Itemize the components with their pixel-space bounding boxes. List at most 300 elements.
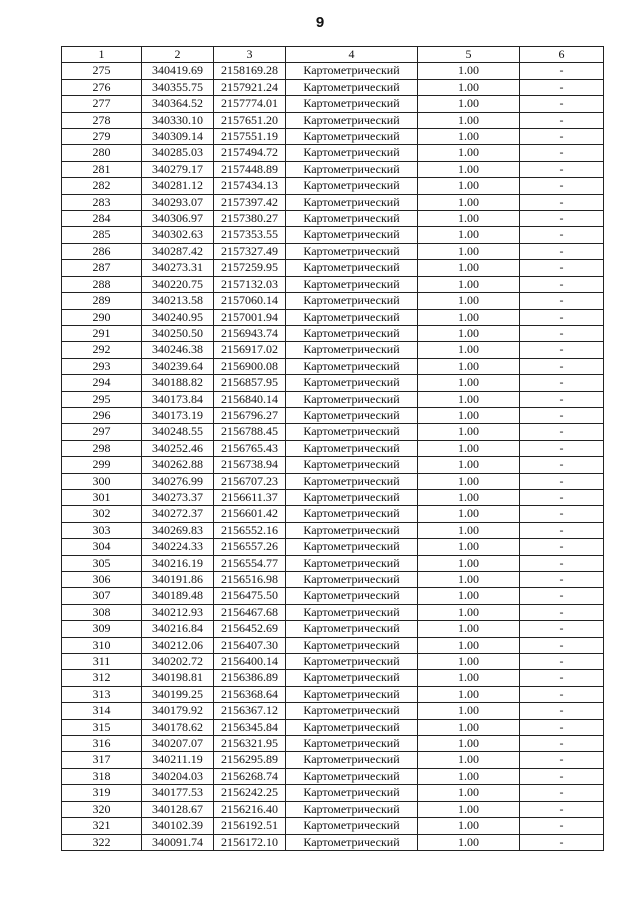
note-cell: - xyxy=(520,736,604,752)
point-number-cell: 297 xyxy=(62,424,142,440)
accuracy-cell: 1.00 xyxy=(418,145,520,161)
point-number-cell: 306 xyxy=(62,572,142,588)
table-row xyxy=(62,161,604,177)
note-cell: - xyxy=(520,768,604,784)
accuracy-cell: 1.00 xyxy=(418,342,520,358)
method-cell: Картометрический xyxy=(286,63,418,79)
note-cell: - xyxy=(520,785,604,801)
method-cell: Картометрический xyxy=(286,145,418,161)
x-coordinate-cell: 340306.97 xyxy=(142,211,214,227)
x-coordinate-cell: 340248.55 xyxy=(142,424,214,440)
x-coordinate-cell: 340272.37 xyxy=(142,506,214,522)
y-coordinate-cell: 2156452.69 xyxy=(214,621,286,637)
method-cell: Картометрический xyxy=(286,375,418,391)
note-cell: - xyxy=(520,834,604,850)
table-row xyxy=(62,621,604,637)
point-number-cell: 298 xyxy=(62,440,142,456)
page-number: 9 xyxy=(315,14,325,31)
table-row xyxy=(62,79,604,95)
accuracy-cell: 1.00 xyxy=(418,686,520,702)
table-row xyxy=(62,178,604,194)
note-cell: - xyxy=(520,112,604,128)
x-coordinate-cell: 340279.17 xyxy=(142,161,214,177)
method-cell: Картометрический xyxy=(286,325,418,341)
y-coordinate-cell: 2156475.50 xyxy=(214,588,286,604)
x-coordinate-cell: 340302.63 xyxy=(142,227,214,243)
column-header-1: 1 xyxy=(62,47,142,63)
x-coordinate-cell: 340269.83 xyxy=(142,522,214,538)
table-row xyxy=(62,63,604,79)
point-number-cell: 312 xyxy=(62,670,142,686)
table-row xyxy=(62,637,604,653)
table-body xyxy=(62,63,604,851)
accuracy-cell: 1.00 xyxy=(418,555,520,571)
point-number-cell: 304 xyxy=(62,539,142,555)
y-coordinate-cell: 2156917.02 xyxy=(214,342,286,358)
y-coordinate-cell: 2157060.14 xyxy=(214,293,286,309)
y-coordinate-cell: 2156796.27 xyxy=(214,407,286,423)
accuracy-cell: 1.00 xyxy=(418,161,520,177)
accuracy-cell: 1.00 xyxy=(418,211,520,227)
y-coordinate-cell: 2157434.13 xyxy=(214,178,286,194)
point-number-cell: 294 xyxy=(62,375,142,391)
accuracy-cell: 1.00 xyxy=(418,752,520,768)
accuracy-cell: 1.00 xyxy=(418,654,520,670)
method-cell: Картометрический xyxy=(286,604,418,620)
y-coordinate-cell: 2156295.89 xyxy=(214,752,286,768)
point-number-cell: 314 xyxy=(62,703,142,719)
table-row xyxy=(62,588,604,604)
y-coordinate-cell: 2157397.42 xyxy=(214,194,286,210)
point-number-cell: 279 xyxy=(62,129,142,145)
table-row xyxy=(62,112,604,128)
point-number-cell: 289 xyxy=(62,293,142,309)
y-coordinate-cell: 2156557.26 xyxy=(214,539,286,555)
x-coordinate-cell: 340177.53 xyxy=(142,785,214,801)
x-coordinate-cell: 340252.46 xyxy=(142,440,214,456)
accuracy-cell: 1.00 xyxy=(418,309,520,325)
table-row xyxy=(62,129,604,145)
point-number-cell: 321 xyxy=(62,818,142,834)
x-coordinate-cell: 340213.58 xyxy=(142,293,214,309)
table-row xyxy=(62,457,604,473)
table-row xyxy=(62,440,604,456)
y-coordinate-cell: 2156601.42 xyxy=(214,506,286,522)
table-row xyxy=(62,654,604,670)
point-number-cell: 305 xyxy=(62,555,142,571)
note-cell: - xyxy=(520,818,604,834)
x-coordinate-cell: 340128.67 xyxy=(142,801,214,817)
note-cell: - xyxy=(520,325,604,341)
method-cell: Картометрический xyxy=(286,489,418,505)
x-coordinate-cell: 340285.03 xyxy=(142,145,214,161)
point-number-cell: 302 xyxy=(62,506,142,522)
note-cell: - xyxy=(520,654,604,670)
point-number-cell: 318 xyxy=(62,768,142,784)
accuracy-cell: 1.00 xyxy=(418,391,520,407)
x-coordinate-cell: 340179.92 xyxy=(142,703,214,719)
point-number-cell: 311 xyxy=(62,654,142,670)
y-coordinate-cell: 2156900.08 xyxy=(214,358,286,374)
note-cell: - xyxy=(520,375,604,391)
y-coordinate-cell: 2157921.24 xyxy=(214,79,286,95)
x-coordinate-cell: 340189.48 xyxy=(142,588,214,604)
x-coordinate-cell: 340173.19 xyxy=(142,407,214,423)
method-cell: Картометрический xyxy=(286,621,418,637)
y-coordinate-cell: 2156707.23 xyxy=(214,473,286,489)
accuracy-cell: 1.00 xyxy=(418,768,520,784)
accuracy-cell: 1.00 xyxy=(418,358,520,374)
method-cell: Картометрический xyxy=(286,752,418,768)
method-cell: Картометрический xyxy=(286,79,418,95)
column-header-5: 5 xyxy=(418,47,520,63)
method-cell: Картометрический xyxy=(286,539,418,555)
x-coordinate-cell: 340246.38 xyxy=(142,342,214,358)
table-row xyxy=(62,145,604,161)
table-row xyxy=(62,243,604,259)
point-number-cell: 293 xyxy=(62,358,142,374)
accuracy-cell: 1.00 xyxy=(418,539,520,555)
method-cell: Картометрический xyxy=(286,686,418,702)
accuracy-cell: 1.00 xyxy=(418,604,520,620)
y-coordinate-cell: 2157132.03 xyxy=(214,276,286,292)
note-cell: - xyxy=(520,260,604,276)
table-row xyxy=(62,686,604,702)
x-coordinate-cell: 340188.82 xyxy=(142,375,214,391)
y-coordinate-cell: 2156788.45 xyxy=(214,424,286,440)
point-number-cell: 281 xyxy=(62,161,142,177)
note-cell: - xyxy=(520,588,604,604)
x-coordinate-cell: 340281.12 xyxy=(142,178,214,194)
note-cell: - xyxy=(520,801,604,817)
x-coordinate-cell: 340355.75 xyxy=(142,79,214,95)
x-coordinate-cell: 340199.25 xyxy=(142,686,214,702)
note-cell: - xyxy=(520,129,604,145)
method-cell: Картометрический xyxy=(286,407,418,423)
note-cell: - xyxy=(520,358,604,374)
point-number-cell: 303 xyxy=(62,522,142,538)
note-cell: - xyxy=(520,211,604,227)
column-header-4: 4 xyxy=(286,47,418,63)
point-number-cell: 313 xyxy=(62,686,142,702)
accuracy-cell: 1.00 xyxy=(418,79,520,95)
x-coordinate-cell: 340216.19 xyxy=(142,555,214,571)
method-cell: Картометрический xyxy=(286,522,418,538)
accuracy-cell: 1.00 xyxy=(418,227,520,243)
table-row xyxy=(62,194,604,210)
note-cell: - xyxy=(520,424,604,440)
x-coordinate-cell: 340276.99 xyxy=(142,473,214,489)
note-cell: - xyxy=(520,604,604,620)
method-cell: Картометрический xyxy=(286,670,418,686)
y-coordinate-cell: 2156268.74 xyxy=(214,768,286,784)
table-row xyxy=(62,785,604,801)
table-row xyxy=(62,670,604,686)
method-cell: Картометрический xyxy=(286,637,418,653)
method-cell: Картометрический xyxy=(286,785,418,801)
x-coordinate-cell: 340287.42 xyxy=(142,243,214,259)
method-cell: Картометрический xyxy=(286,440,418,456)
method-cell: Картометрический xyxy=(286,391,418,407)
x-coordinate-cell: 340173.84 xyxy=(142,391,214,407)
y-coordinate-cell: 2156321.95 xyxy=(214,736,286,752)
accuracy-cell: 1.00 xyxy=(418,194,520,210)
table-row xyxy=(62,768,604,784)
y-coordinate-cell: 2156172.10 xyxy=(214,834,286,850)
y-coordinate-cell: 2156552.16 xyxy=(214,522,286,538)
accuracy-cell: 1.00 xyxy=(418,703,520,719)
method-cell: Картометрический xyxy=(286,801,418,817)
x-coordinate-cell: 340419.69 xyxy=(142,63,214,79)
accuracy-cell: 1.00 xyxy=(418,375,520,391)
accuracy-cell: 1.00 xyxy=(418,440,520,456)
y-coordinate-cell: 2158169.28 xyxy=(214,63,286,79)
method-cell: Картометрический xyxy=(286,818,418,834)
table-row xyxy=(62,407,604,423)
note-cell: - xyxy=(520,473,604,489)
accuracy-cell: 1.00 xyxy=(418,785,520,801)
table-row xyxy=(62,96,604,112)
point-number-cell: 284 xyxy=(62,211,142,227)
note-cell: - xyxy=(520,506,604,522)
accuracy-cell: 1.00 xyxy=(418,736,520,752)
accuracy-cell: 1.00 xyxy=(418,293,520,309)
point-number-cell: 319 xyxy=(62,785,142,801)
method-cell: Картометрический xyxy=(286,654,418,670)
note-cell: - xyxy=(520,145,604,161)
accuracy-cell: 1.00 xyxy=(418,178,520,194)
accuracy-cell: 1.00 xyxy=(418,96,520,112)
y-coordinate-cell: 2156407.30 xyxy=(214,637,286,653)
table-row xyxy=(62,506,604,522)
accuracy-cell: 1.00 xyxy=(418,719,520,735)
note-cell: - xyxy=(520,489,604,505)
point-number-cell: 295 xyxy=(62,391,142,407)
x-coordinate-cell: 340202.72 xyxy=(142,654,214,670)
table-row xyxy=(62,325,604,341)
method-cell: Картометрический xyxy=(286,96,418,112)
accuracy-cell: 1.00 xyxy=(418,63,520,79)
point-number-cell: 315 xyxy=(62,719,142,735)
x-coordinate-cell: 340220.75 xyxy=(142,276,214,292)
accuracy-cell: 1.00 xyxy=(418,489,520,505)
note-cell: - xyxy=(520,194,604,210)
table-row xyxy=(62,539,604,555)
y-coordinate-cell: 2157001.94 xyxy=(214,309,286,325)
method-cell: Картометрический xyxy=(286,211,418,227)
accuracy-cell: 1.00 xyxy=(418,325,520,341)
method-cell: Картометрический xyxy=(286,260,418,276)
method-cell: Картометрический xyxy=(286,473,418,489)
accuracy-cell: 1.00 xyxy=(418,801,520,817)
note-cell: - xyxy=(520,670,604,686)
accuracy-cell: 1.00 xyxy=(418,834,520,850)
table-row xyxy=(62,801,604,817)
point-number-cell: 277 xyxy=(62,96,142,112)
accuracy-cell: 1.00 xyxy=(418,572,520,588)
method-cell: Картометрический xyxy=(286,227,418,243)
point-number-cell: 308 xyxy=(62,604,142,620)
x-coordinate-cell: 340191.86 xyxy=(142,572,214,588)
point-number-cell: 290 xyxy=(62,309,142,325)
y-coordinate-cell: 2157448.89 xyxy=(214,161,286,177)
point-number-cell: 296 xyxy=(62,407,142,423)
note-cell: - xyxy=(520,96,604,112)
y-coordinate-cell: 2156345.84 xyxy=(214,719,286,735)
method-cell: Картометрический xyxy=(286,178,418,194)
note-cell: - xyxy=(520,391,604,407)
x-coordinate-cell: 340309.14 xyxy=(142,129,214,145)
x-coordinate-cell: 340262.88 xyxy=(142,457,214,473)
table-row xyxy=(62,703,604,719)
y-coordinate-cell: 2156242.25 xyxy=(214,785,286,801)
x-coordinate-cell: 340212.93 xyxy=(142,604,214,620)
accuracy-cell: 1.00 xyxy=(418,506,520,522)
accuracy-cell: 1.00 xyxy=(418,129,520,145)
note-cell: - xyxy=(520,572,604,588)
method-cell: Картометрический xyxy=(286,112,418,128)
y-coordinate-cell: 2156386.89 xyxy=(214,670,286,686)
y-coordinate-cell: 2157651.20 xyxy=(214,112,286,128)
note-cell: - xyxy=(520,522,604,538)
note-cell: - xyxy=(520,719,604,735)
note-cell: - xyxy=(520,752,604,768)
point-number-cell: 309 xyxy=(62,621,142,637)
column-header-6: 6 xyxy=(520,47,604,63)
point-number-cell: 307 xyxy=(62,588,142,604)
point-number-cell: 291 xyxy=(62,325,142,341)
accuracy-cell: 1.00 xyxy=(418,637,520,653)
note-cell: - xyxy=(520,621,604,637)
point-number-cell: 322 xyxy=(62,834,142,850)
note-cell: - xyxy=(520,79,604,95)
y-coordinate-cell: 2156467.68 xyxy=(214,604,286,620)
accuracy-cell: 1.00 xyxy=(418,457,520,473)
y-coordinate-cell: 2156554.77 xyxy=(214,555,286,571)
point-number-cell: 287 xyxy=(62,260,142,276)
note-cell: - xyxy=(520,276,604,292)
x-coordinate-cell: 340273.31 xyxy=(142,260,214,276)
note-cell: - xyxy=(520,457,604,473)
point-number-cell: 283 xyxy=(62,194,142,210)
point-number-cell: 288 xyxy=(62,276,142,292)
table-row xyxy=(62,391,604,407)
point-number-cell: 282 xyxy=(62,178,142,194)
x-coordinate-cell: 340216.84 xyxy=(142,621,214,637)
x-coordinate-cell: 340240.95 xyxy=(142,309,214,325)
x-coordinate-cell: 340091.74 xyxy=(142,834,214,850)
y-coordinate-cell: 2156765.43 xyxy=(214,440,286,456)
accuracy-cell: 1.00 xyxy=(418,424,520,440)
y-coordinate-cell: 2157327.49 xyxy=(214,243,286,259)
y-coordinate-cell: 2156367.12 xyxy=(214,703,286,719)
y-coordinate-cell: 2156738.94 xyxy=(214,457,286,473)
table-row xyxy=(62,522,604,538)
point-number-cell: 276 xyxy=(62,79,142,95)
table-row xyxy=(62,358,604,374)
y-coordinate-cell: 2156943.74 xyxy=(214,325,286,341)
y-coordinate-cell: 2157259.95 xyxy=(214,260,286,276)
column-header-3: 3 xyxy=(214,47,286,63)
note-cell: - xyxy=(520,637,604,653)
x-coordinate-cell: 340273.37 xyxy=(142,489,214,505)
y-coordinate-cell: 2156192.51 xyxy=(214,818,286,834)
note-cell: - xyxy=(520,686,604,702)
x-coordinate-cell: 340178.62 xyxy=(142,719,214,735)
x-coordinate-cell: 340102.39 xyxy=(142,818,214,834)
coordinates-table xyxy=(61,46,604,851)
table-row xyxy=(62,211,604,227)
table-row xyxy=(62,473,604,489)
point-number-cell: 300 xyxy=(62,473,142,489)
note-cell: - xyxy=(520,703,604,719)
x-coordinate-cell: 340211.19 xyxy=(142,752,214,768)
x-coordinate-cell: 340212.06 xyxy=(142,637,214,653)
method-cell: Картометрический xyxy=(286,768,418,784)
y-coordinate-cell: 2156857.95 xyxy=(214,375,286,391)
method-cell: Картометрический xyxy=(286,243,418,259)
method-cell: Картометрический xyxy=(286,309,418,325)
note-cell: - xyxy=(520,555,604,571)
accuracy-cell: 1.00 xyxy=(418,522,520,538)
method-cell: Картометрический xyxy=(286,129,418,145)
column-header-2: 2 xyxy=(142,47,214,63)
y-coordinate-cell: 2156400.14 xyxy=(214,654,286,670)
point-number-cell: 286 xyxy=(62,243,142,259)
point-number-cell: 317 xyxy=(62,752,142,768)
accuracy-cell: 1.00 xyxy=(418,407,520,423)
note-cell: - xyxy=(520,342,604,358)
y-coordinate-cell: 2156368.64 xyxy=(214,686,286,702)
method-cell: Картометрический xyxy=(286,276,418,292)
accuracy-cell: 1.00 xyxy=(418,588,520,604)
table-row xyxy=(62,818,604,834)
point-number-cell: 299 xyxy=(62,457,142,473)
x-coordinate-cell: 340330.10 xyxy=(142,112,214,128)
accuracy-cell: 1.00 xyxy=(418,621,520,637)
note-cell: - xyxy=(520,178,604,194)
method-cell: Картометрический xyxy=(286,342,418,358)
point-number-cell: 278 xyxy=(62,112,142,128)
table-row xyxy=(62,424,604,440)
table-header xyxy=(62,47,604,63)
method-cell: Картометрический xyxy=(286,293,418,309)
table-row xyxy=(62,375,604,391)
note-cell: - xyxy=(520,440,604,456)
table-row xyxy=(62,489,604,505)
point-number-cell: 320 xyxy=(62,801,142,817)
table-row xyxy=(62,293,604,309)
note-cell: - xyxy=(520,243,604,259)
table-row xyxy=(62,555,604,571)
point-number-cell: 280 xyxy=(62,145,142,161)
accuracy-cell: 1.00 xyxy=(418,243,520,259)
table-row xyxy=(62,309,604,325)
table-row xyxy=(62,342,604,358)
note-cell: - xyxy=(520,309,604,325)
accuracy-cell: 1.00 xyxy=(418,112,520,128)
method-cell: Картометрический xyxy=(286,194,418,210)
table-row xyxy=(62,752,604,768)
point-number-cell: 275 xyxy=(62,63,142,79)
point-number-cell: 285 xyxy=(62,227,142,243)
accuracy-cell: 1.00 xyxy=(418,670,520,686)
method-cell: Картометрический xyxy=(286,555,418,571)
note-cell: - xyxy=(520,227,604,243)
x-coordinate-cell: 340204.03 xyxy=(142,768,214,784)
y-coordinate-cell: 2156516.98 xyxy=(214,572,286,588)
y-coordinate-cell: 2156611.37 xyxy=(214,489,286,505)
